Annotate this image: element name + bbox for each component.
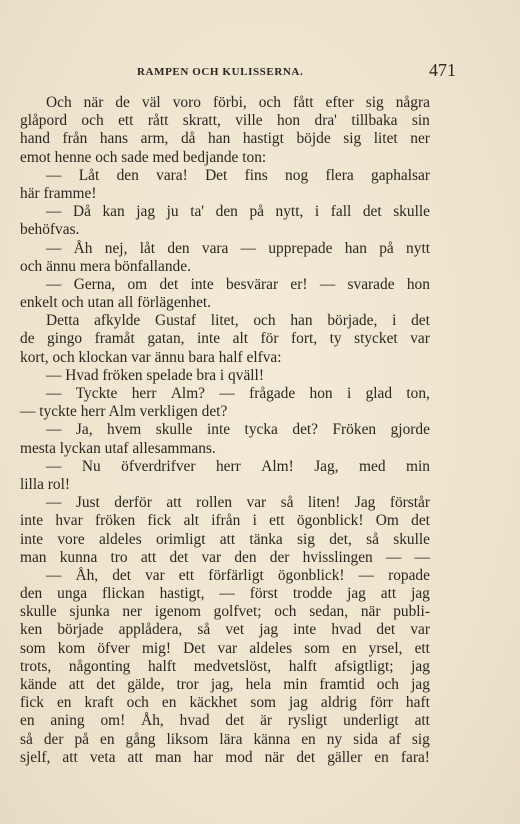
text-line: så der på en gång liksom lära känna en ny sida af sig [20, 730, 430, 748]
text-line: sjelf, att veta att man har mod när det gäller en fara! [20, 748, 430, 766]
page-number: 471 [429, 60, 456, 80]
text-line: inte hvar fröken fick alt ifrån i ett ögonblick! Om det [20, 512, 430, 530]
text-line: man kunna tro att det var den der hvisslingen — — [20, 548, 430, 566]
text-line: behöfvas. [20, 221, 80, 239]
text-line: Och när de väl voro förbi, och fått efter sig några [46, 94, 430, 111]
text-line: som kom öfver mig! Det var aldeles som en yrsel, ett [20, 639, 430, 657]
text-line: — Då kan jag ju ta' den på nytt, i fall det skulle [46, 203, 430, 221]
text-line: — Åh nej, låt den vara — upprepade han på nytt [46, 239, 430, 257]
text-line: skulle sjunka ner igenom golfvet; och sedan, när publi- [20, 603, 430, 621]
text-line: lilla rol! [20, 475, 71, 493]
text-line: den unga flickan hastigt, — först trodde jag att jag [20, 585, 430, 603]
text-line: kände att det gälde, tror jag, hela min framtid och jag [20, 676, 430, 693]
text-line: och ännu mera bönfallande. [20, 257, 191, 275]
text-line: ken började applådera, så vet jag inte hvad det var [20, 621, 430, 639]
text-line: Detta afkylde Gustaf litet, och han började, i det [46, 312, 430, 330]
text-line: mesta lyckan utaf allesammans. [20, 439, 216, 457]
text-line: enkelt och utan all förlägenhet. [20, 294, 212, 312]
text-line: glåpord och ett rått skratt, ville hon dra' tillbaka sin [20, 112, 430, 130]
text-line: här framme! [20, 184, 97, 202]
text-line: — Åh, det var ett förfärligt ögonblick! — ropade [46, 566, 430, 584]
text-line: de gingo framåt gatan, inte alt för fort, ty stycket var [20, 330, 430, 348]
text-line: — Tyckte herr Alm? — frågade hon i glad ton, [46, 385, 430, 402]
text-line: en aning om! Åh, hvad det är rysligt underligt att [20, 712, 430, 730]
text-line: — Ja, hvem skulle inte tycka det? Fröken gjorde [46, 421, 430, 439]
text-line: — Nu öfverdrifver herr Alm! Jag, med min [46, 457, 430, 475]
text-line: hand från hans arm, då han hastigt böjde sig litet ner [20, 130, 430, 148]
body-text [20, 94, 430, 767]
text-line: fick en kraft och en käckhet som jag aldrig förr haft [20, 694, 430, 712]
text-line: inte vore aldeles orimligt att tänka sig det, så skulle [20, 530, 430, 548]
page-header [20, 62, 456, 82]
text-line: kort, och klockan var ännu bara half elfva: [20, 348, 282, 366]
text-line: emot henne och sade med bedjande ton: [20, 148, 267, 166]
text-line: — tyckte herr Alm verkligen det? [20, 403, 228, 421]
text-line: — Gerna, om det inte besvärar er! — svarade hon [46, 275, 430, 293]
text-line: — Låt den vara! Det fins nog flera gaphalsar [46, 166, 430, 184]
text-line: — Hvad fröken spelade bra i qväll! [46, 366, 264, 384]
running-head: RAMPEN OCH KULISSERNA. [137, 66, 304, 78]
text-line: — Just derför att rollen var så liten! Jag förstår [46, 494, 430, 512]
text-line: trots, någonting halft medvetslöst, halft afsigtligt; jag [20, 657, 430, 675]
